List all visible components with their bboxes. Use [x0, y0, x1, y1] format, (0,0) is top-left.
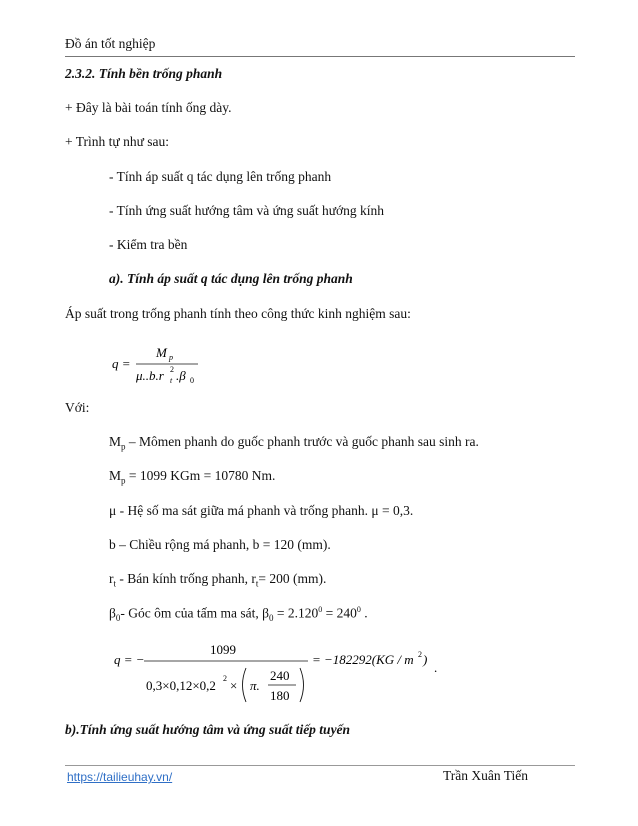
- mp-value-symbol: M: [109, 468, 122, 483]
- subsection-a-heading: a). Tính áp suất q tác dụng lên trống phanh: [109, 271, 353, 286]
- mp-symbol: M: [109, 434, 122, 449]
- footer-divider: [65, 765, 575, 766]
- formula2-times: ×: [230, 678, 238, 693]
- step-3: - Kiểm tra bền: [109, 237, 188, 252]
- rt-symbol-sub: t: [113, 578, 117, 589]
- where-label: Với:: [65, 400, 90, 415]
- page-header-title: Đồ án tốt nghiệp: [65, 36, 156, 51]
- formula2-numerator: 1099: [210, 642, 236, 657]
- beta-symbol-sub: 0: [115, 613, 121, 624]
- formula2-left-paren: [243, 668, 247, 702]
- rt-symbol: r: [109, 571, 114, 586]
- subsection-b-heading: b).Tính ứng suất hướng tâm và ứng suất tiếp tuyến: [65, 722, 351, 737]
- formula2-denominator: 0,3×0,12×0,2: [146, 678, 216, 693]
- formula2-right-paren: [300, 668, 304, 702]
- formula2-lhs: q = −: [114, 652, 145, 667]
- step-1: - Tính áp suất q tác dụng lên trống phanh: [109, 169, 332, 184]
- formula2-frac-num: 240: [270, 668, 290, 683]
- rt-description-sub: t: [255, 578, 259, 589]
- mp-description: – Mômen phanh do guốc phanh trước và guốc phanh sau sinh ra.: [125, 434, 479, 449]
- formula2-result-sup: 2: [418, 650, 422, 659]
- mp-value-symbol-sub: p: [121, 475, 126, 486]
- definition-rt: [109, 571, 326, 589]
- formula1-denominator-tail: .β: [176, 368, 186, 383]
- rt-value: = 200 (mm).: [258, 571, 327, 586]
- formula2-frac-den: 180: [270, 688, 290, 703]
- rt-description: - Bán kính trống phanh, r: [116, 571, 256, 586]
- beta-value-1: = 2.120: [273, 605, 319, 621]
- definition-b: b – Chiều rộng má phanh, b = 120 (mm).: [109, 537, 331, 552]
- beta-description-sub: 0: [268, 613, 274, 624]
- formula2-result: = −182292(KG / m: [312, 652, 414, 667]
- beta-value-2-sup: 0: [356, 605, 361, 614]
- mp-symbol-sub: p: [121, 441, 126, 452]
- formula2-pi: π.: [250, 678, 260, 693]
- formula-intro: Áp suất trong trống phanh tính theo công thức kinh nghiệm sau:: [65, 306, 411, 321]
- formula1-denominator-sub: t: [170, 376, 173, 385]
- beta-end: .: [360, 605, 368, 621]
- formula1-numerator-sub: p: [169, 353, 173, 362]
- intro-line-2: + Trình tự như sau:: [65, 134, 170, 149]
- formula2-result-end: ): [423, 652, 428, 667]
- formula1-numerator: M: [156, 345, 167, 360]
- header-divider: [65, 56, 575, 57]
- formula1-denominator-sup: 2: [170, 365, 174, 374]
- formula-pressure: [110, 340, 220, 390]
- beta-symbol: β: [109, 605, 116, 621]
- beta-description: - Góc ôm của tấm ma sát, β: [120, 605, 269, 621]
- definition-mp: [109, 434, 479, 452]
- step-2: - Tính ứng suất hướng tâm và ứng suất hướng kính: [109, 203, 385, 218]
- definition-mu: μ - Hệ số ma sát giữa má phanh và trống phanh. μ = 0,3.: [109, 503, 414, 518]
- formula-pressure-calculation: [112, 640, 452, 710]
- mp-value: = 1099 KGm = 10780 Nm.: [125, 468, 276, 483]
- intro-line-1: + Đây là bài toán tính ống dày.: [65, 100, 232, 115]
- beta-value-1-sup: 0: [318, 605, 323, 614]
- section-heading: 2.3.2. Tính bền trống phanh: [65, 66, 223, 81]
- definition-beta: [109, 605, 368, 623]
- footer-link[interactable]: https://tailieuhay.vn/: [67, 770, 173, 784]
- footer-author: Trần Xuân Tiến: [443, 768, 529, 783]
- formula2-period: .: [434, 660, 438, 675]
- beta-value-2: = 240: [322, 605, 357, 621]
- definition-mp-value: [109, 468, 275, 486]
- formula2-denominator-sup: 2: [223, 674, 227, 683]
- formula1-lhs: q =: [112, 356, 131, 371]
- formula1-denominator: μ..b.r: [136, 368, 164, 383]
- formula1-denominator-tail-sub: 0: [190, 376, 194, 385]
